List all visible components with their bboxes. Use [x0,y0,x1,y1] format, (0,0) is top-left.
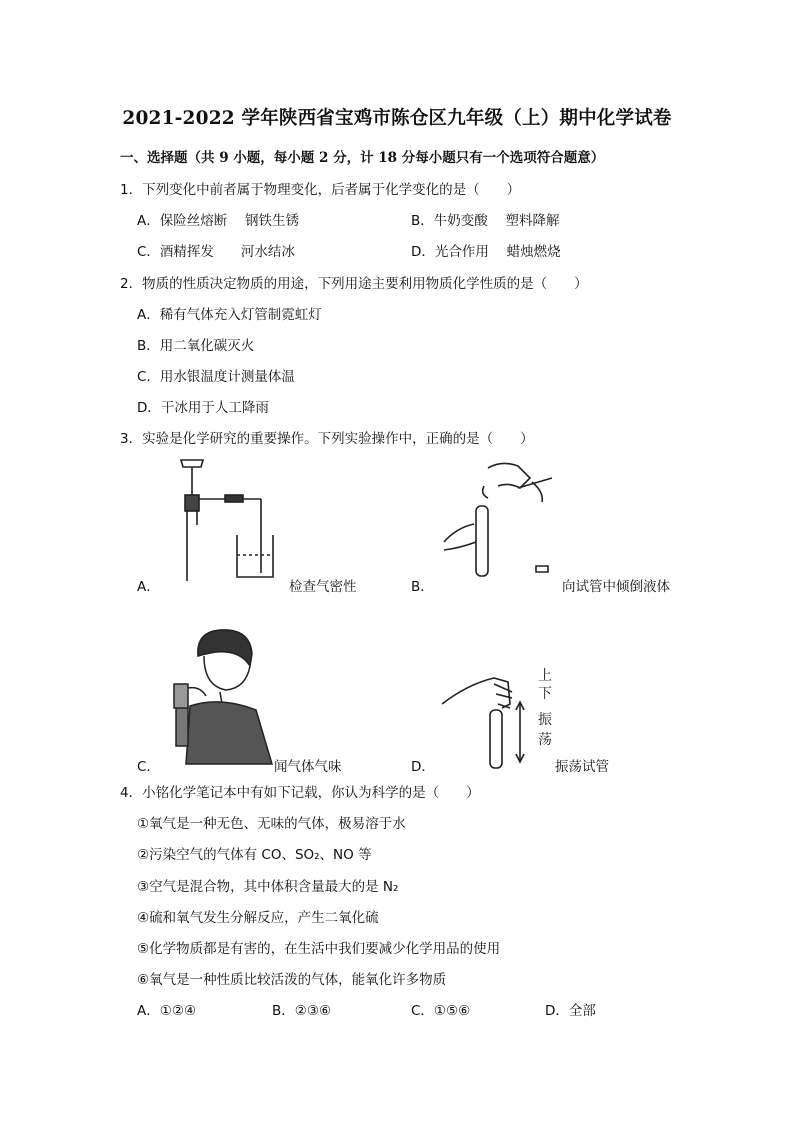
question-4-item: ①氧气是一种无色、无味的气体，极易溶于水 [137,816,406,832]
question-2-option-c[interactable]: C．用水银温度计测量体温 [137,369,295,385]
question-3-stem: 3．实验是化学研究的重要操作。下列实验操作中，正确的是（ ） [120,431,534,447]
question-1-stem: 1．下列变化中前者属于物理变化，后者属于化学变化的是（ ） [120,182,521,198]
question-2-option-a[interactable]: A．稀有气体充入灯管制霓虹灯 [137,307,322,323]
page-title: 2021-2022 学年陕西省宝鸡市陈仓区九年级（上）期中化学试卷 [122,108,672,129]
question-4-item: ⑥氧气是一种性质比较活泼的气体，能氧化许多物质 [137,972,447,988]
question-1-option-b[interactable]: B．牛奶变酸 塑料降解 [411,213,560,229]
figure-d-label-c2: 荡 [538,732,552,748]
question-3-option-b-label[interactable]: B． [411,579,434,595]
question-3-option-a-label[interactable]: A． [137,579,160,595]
question-1-option-c[interactable]: C．酒精挥发 河水结冰 [137,244,295,260]
question-3-option-c-caption: 闻气体气味 [274,759,342,775]
question-4-stem: 4．小铭化学笔记本中有如下记载，你认为科学的是（ ） [120,785,480,801]
section-heading: 一、选择题（共 9 小题，每小题 2 分，计 18 分每小题只有一个选项符合题意） [120,150,605,166]
question-2-option-b[interactable]: B．用二氧化碳灭火 [137,338,255,354]
figure-b-pouring-liquid [440,458,565,583]
question-3-option-a-caption: 检查气密性 [289,579,357,595]
question-1-option-a[interactable]: A．保险丝熔断 钢铁生锈 [137,213,300,229]
question-4-item: ④硫和氧气发生分解反应，产生二氧化硫 [137,910,379,926]
figure-c-person-smelling-gas [160,626,275,766]
figure-d-label-mid: 下 [538,686,552,702]
question-3-option-b-caption: 向试管中倾倒液体 [562,579,670,595]
question-4-option-d[interactable]: D．全部 [545,1003,596,1019]
question-4-item: ③空气是混合物，其中体积含量最大的是 N₂ [137,879,399,895]
question-4-item: ⑤化学物质都是有害的，在生活中我们要减少化学用品的使用 [137,941,501,957]
question-4-item: ②污染空气的气体有 CO、SO₂、NO 等 [137,847,372,863]
question-2-stem: 2．物质的性质决定物质的用途，下列用途主要利用物质化学性质的是（ ） [120,276,588,292]
question-3-option-d-caption: 振荡试管 [555,759,609,775]
figure-d-shaking-test-tube [438,664,558,774]
figure-a-airtightness-apparatus [165,455,285,585]
question-4-option-a[interactable]: A．①②④ [137,1003,197,1019]
question-3-option-c-label[interactable]: C． [137,759,160,775]
question-2-option-d[interactable]: D．干冰用于人工降雨 [137,400,269,416]
question-4-option-c[interactable]: C．①⑤⑥ [411,1003,471,1019]
question-1-option-d[interactable]: D．光合作用 蜡烛燃烧 [411,244,561,260]
figure-d-label-top: 上 [538,668,552,684]
question-3-option-d-label[interactable]: D． [411,759,435,775]
figure-d-label-c1: 振 [538,712,552,728]
question-4-option-b[interactable]: B．②③⑥ [272,1003,332,1019]
